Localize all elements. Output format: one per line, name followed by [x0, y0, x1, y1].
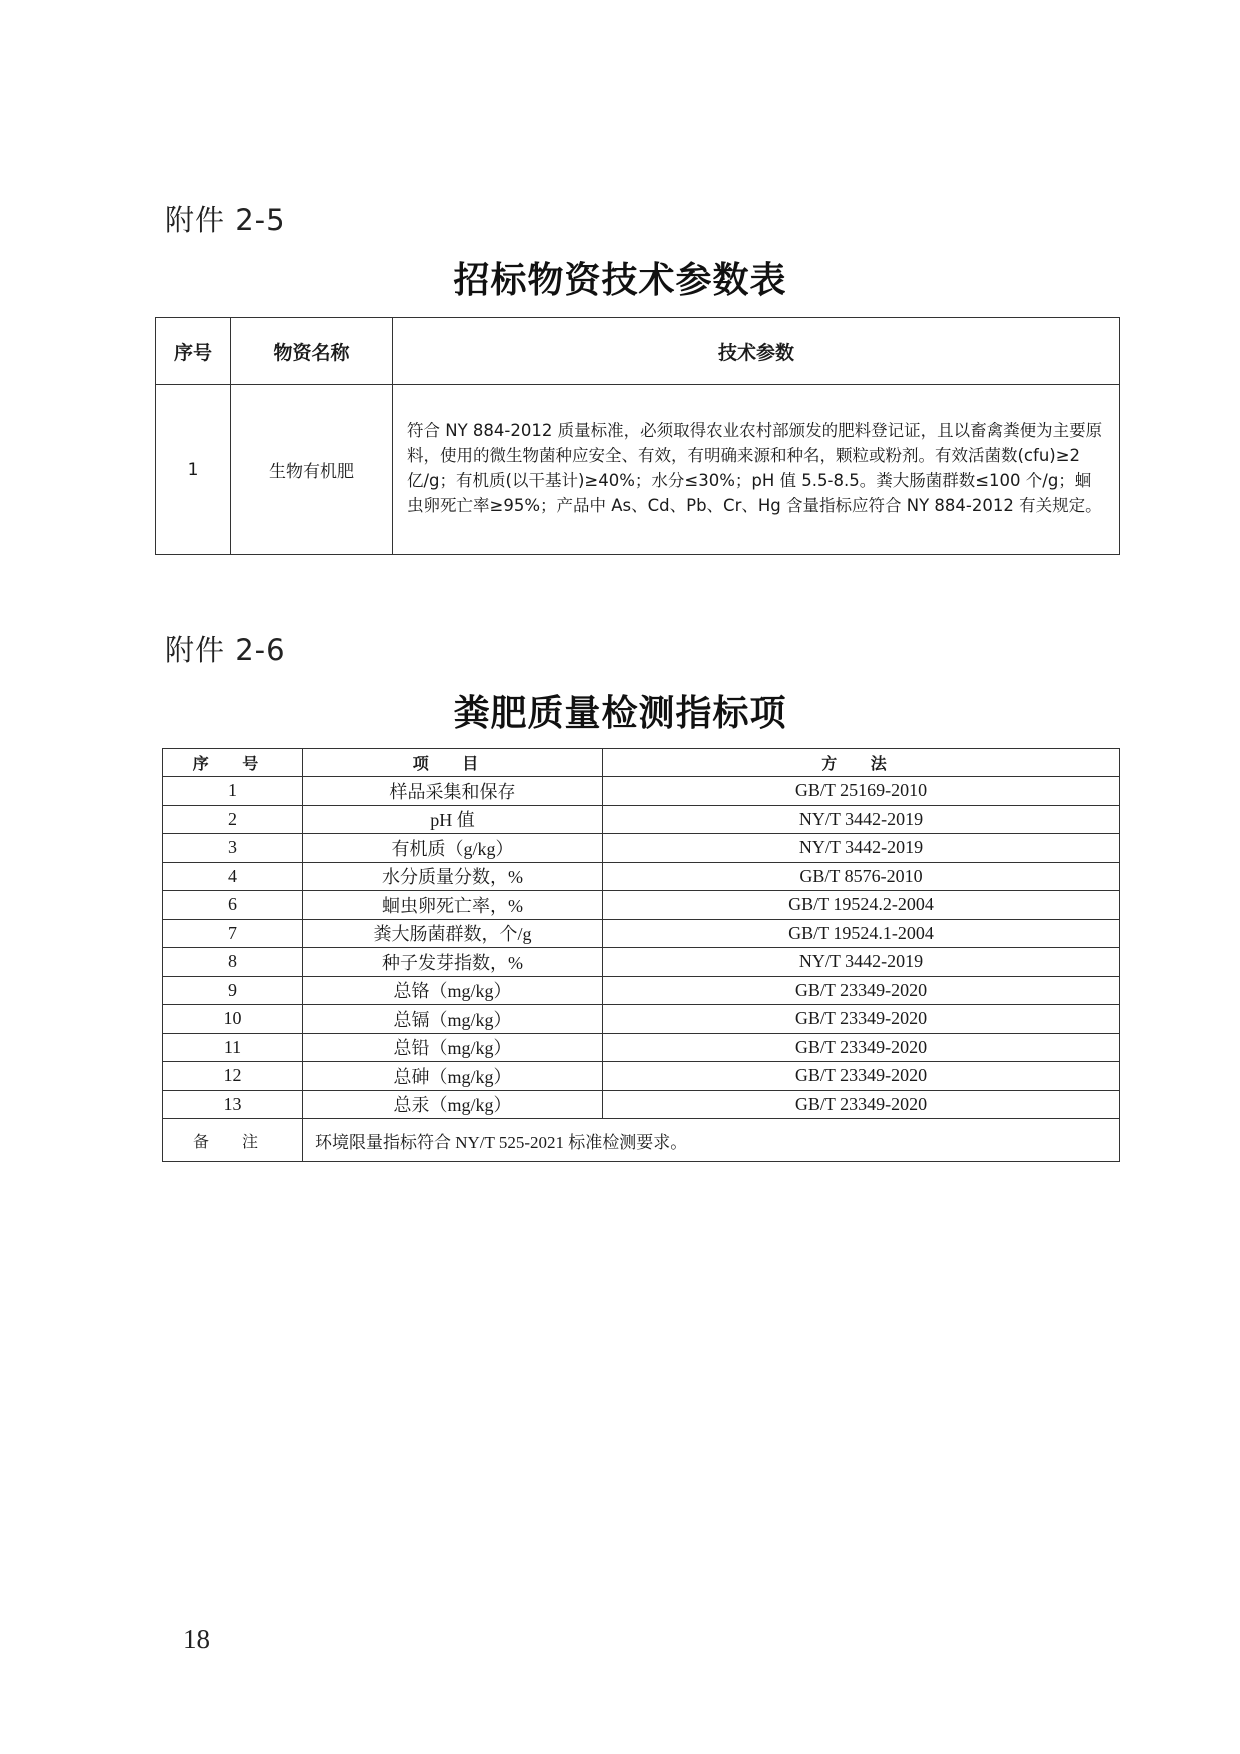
- cell-item: 有机质（g/kg）: [303, 834, 603, 863]
- annex-label-2-5: 附件 2-5: [165, 203, 286, 237]
- cell-no: 1: [156, 385, 231, 555]
- table-row: [163, 976, 1120, 1005]
- cell-name: 生物有机肥: [231, 385, 393, 555]
- annex-label-2-6: 附件 2-6: [165, 633, 286, 667]
- cell-item: 总汞（mg/kg）: [303, 1090, 603, 1119]
- cell-no: 7: [163, 919, 303, 948]
- cell-no: 13: [163, 1090, 303, 1119]
- table-row: [163, 919, 1120, 948]
- cell-method: GB/T 19524.2-2004: [603, 891, 1120, 920]
- cell-no: 2: [163, 805, 303, 834]
- table-row: [163, 777, 1120, 806]
- cell-method: NY/T 3442-2019: [603, 834, 1120, 863]
- header-no: 序 号: [163, 749, 303, 777]
- table-title-manure-quality: 粪肥质量检测指标项: [453, 692, 787, 734]
- table-row: [163, 1062, 1120, 1091]
- tender-specs-table: [155, 317, 1120, 555]
- table-row: [163, 805, 1120, 834]
- remarks-text: 环境限量指标符合 NY/T 525-2021 标准检测要求。: [303, 1119, 1120, 1162]
- cell-item: 总砷（mg/kg）: [303, 1062, 603, 1091]
- table-header-row: [163, 749, 1120, 777]
- table-row: [163, 948, 1120, 977]
- header-no: 序号: [156, 318, 231, 385]
- header-item: 项 目: [303, 749, 603, 777]
- cell-params: 符合 NY 884-2012 质量标准，必须取得农业农村部颁发的肥料登记证，且以畜禽粪便为主要原料，使用的微生物菌种应安全、有效，有明确来源和种名，颗粒或粉剂。有效活菌数(cfu)≥2 亿/g；有机质(以干基计)≥40%；水分≤30%；pH 值 5.5-8.5。粪大肠菌群数≤100 个/g；蛔虫卵死亡率≥95%；产品中 As、Cd、Pb、Cr、Hg 含量指标应符合 NY 884-2012 有关规定。: [393, 385, 1120, 555]
- cell-method: GB/T 8576-2010: [603, 862, 1120, 891]
- manure-quality-table: [162, 748, 1120, 1162]
- cell-item: 总铬（mg/kg）: [303, 976, 603, 1005]
- cell-no: 8: [163, 948, 303, 977]
- table-row: [163, 834, 1120, 863]
- remarks-label: 备 注: [163, 1119, 303, 1162]
- cell-no: 10: [163, 1005, 303, 1034]
- remarks-row: [163, 1119, 1120, 1162]
- header-name: 物资名称: [231, 318, 393, 385]
- cell-no: 3: [163, 834, 303, 863]
- header-params: 技术参数: [393, 318, 1120, 385]
- cell-no: 12: [163, 1062, 303, 1091]
- cell-no: 1: [163, 777, 303, 806]
- cell-method: GB/T 23349-2020: [603, 1005, 1120, 1034]
- page-number: 18: [183, 1624, 210, 1654]
- cell-method: GB/T 19524.1-2004: [603, 919, 1120, 948]
- cell-no: 4: [163, 862, 303, 891]
- cell-item: 总镉（mg/kg）: [303, 1005, 603, 1034]
- table-header-row: [156, 318, 1120, 385]
- cell-method: NY/T 3442-2019: [603, 805, 1120, 834]
- cell-item: 粪大肠菌群数，个/g: [303, 919, 603, 948]
- cell-item: 总铅（mg/kg）: [303, 1033, 603, 1062]
- table-row: [163, 1090, 1120, 1119]
- cell-item: 种子发芽指数，%: [303, 948, 603, 977]
- cell-method: GB/T 23349-2020: [603, 1033, 1120, 1062]
- table-row: [163, 862, 1120, 891]
- table-row: [163, 1033, 1120, 1062]
- cell-method: GB/T 25169-2010: [603, 777, 1120, 806]
- cell-item: 蛔虫卵死亡率，%: [303, 891, 603, 920]
- table-row: [163, 891, 1120, 920]
- table-row: [156, 385, 1120, 555]
- table-row: [163, 1005, 1120, 1034]
- cell-item: 样品采集和保存: [303, 777, 603, 806]
- cell-no: 11: [163, 1033, 303, 1062]
- cell-no: 6: [163, 891, 303, 920]
- cell-method: GB/T 23349-2020: [603, 1062, 1120, 1091]
- cell-item: pH 值: [303, 805, 603, 834]
- cell-method: NY/T 3442-2019: [603, 948, 1120, 977]
- cell-method: GB/T 23349-2020: [603, 976, 1120, 1005]
- table-title-tender-specs: 招标物资技术参数表: [453, 259, 787, 301]
- header-method: 方 法: [603, 749, 1120, 777]
- cell-method: GB/T 23349-2020: [603, 1090, 1120, 1119]
- cell-no: 9: [163, 976, 303, 1005]
- cell-item: 水分质量分数，%: [303, 862, 603, 891]
